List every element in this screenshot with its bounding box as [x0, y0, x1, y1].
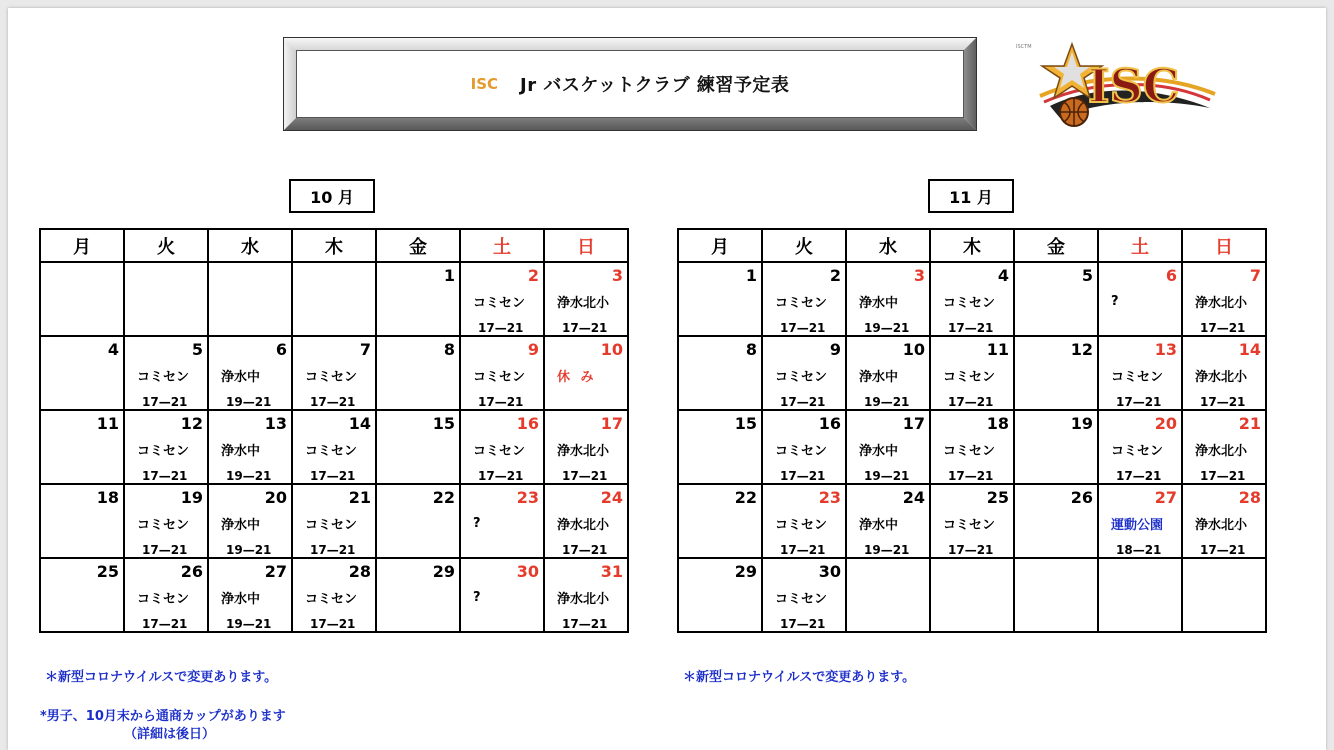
logo-tiny-text: ISCTM [1016, 44, 1032, 50]
day-place [40, 435, 124, 463]
day-place: ? [460, 583, 544, 611]
day-time [846, 611, 930, 632]
day-time: 19—21 [208, 463, 292, 484]
day-number: 6 [208, 336, 292, 361]
weekday-sat: 土 [460, 229, 544, 262]
day-place [678, 361, 762, 389]
day-place [678, 287, 762, 315]
day-number: 2 [460, 262, 544, 287]
week-2-times-row [40, 389, 628, 410]
day-time [1014, 463, 1098, 484]
day-place: 浄水北小 [544, 509, 628, 537]
week-3-places-row [678, 435, 1266, 463]
day-time: 17—21 [292, 463, 376, 484]
weekday-fri: 金 [376, 229, 460, 262]
day-time: 17—21 [1098, 389, 1182, 410]
day-place: コミセン [762, 361, 846, 389]
day-number: 12 [124, 410, 208, 435]
day-number: 1 [678, 262, 762, 287]
week-5-days-row [678, 558, 1266, 583]
day-time [1014, 315, 1098, 336]
day-time: 17—21 [544, 463, 628, 484]
day-number: 19 [124, 484, 208, 509]
day-place: コミセン [762, 287, 846, 315]
day-time: 17—21 [930, 389, 1014, 410]
day-place [40, 509, 124, 537]
week-3-places-row [40, 435, 628, 463]
day-place [846, 583, 930, 611]
day-place [208, 287, 292, 315]
day-time [1014, 611, 1098, 632]
day-number: 29 [678, 558, 762, 583]
day-time [930, 611, 1014, 632]
day-number: 20 [208, 484, 292, 509]
weekday-sun: 日 [544, 229, 628, 262]
november-calendar [677, 228, 1267, 633]
day-number [208, 262, 292, 287]
week-4-times-row [40, 537, 628, 558]
day-time: 19—21 [208, 537, 292, 558]
day-time [40, 315, 124, 336]
day-number: 16 [460, 410, 544, 435]
day-time [460, 611, 544, 632]
day-time [678, 463, 762, 484]
day-number [846, 558, 930, 583]
day-place [40, 361, 124, 389]
day-number: 3 [846, 262, 930, 287]
day-place: コミセン [1098, 435, 1182, 463]
day-number: 30 [460, 558, 544, 583]
day-place [678, 509, 762, 537]
day-number [1014, 558, 1098, 583]
day-number: 14 [1182, 336, 1266, 361]
day-time [292, 315, 376, 336]
weekday-fri: 金 [1014, 229, 1098, 262]
weekday-thu: 木 [930, 229, 1014, 262]
day-number: 24 [846, 484, 930, 509]
day-number: 18 [930, 410, 1014, 435]
day-time [40, 389, 124, 410]
day-place: コミセン [762, 583, 846, 611]
week-1-days-row [40, 262, 628, 287]
day-number: 18 [40, 484, 124, 509]
day-time: 17—21 [762, 315, 846, 336]
weekday-wed: 水 [208, 229, 292, 262]
day-number: 17 [544, 410, 628, 435]
day-time [678, 389, 762, 410]
day-number: 17 [846, 410, 930, 435]
day-number: 29 [376, 558, 460, 583]
day-number: 4 [930, 262, 1014, 287]
day-place [124, 287, 208, 315]
day-place: 浄水中 [208, 435, 292, 463]
day-time [124, 315, 208, 336]
day-time [376, 315, 460, 336]
weekday-sat: 土 [1098, 229, 1182, 262]
weekday-thu: 木 [292, 229, 376, 262]
week-2-days-row [40, 336, 628, 361]
day-number: 12 [1014, 336, 1098, 361]
day-place: コミセン [460, 435, 544, 463]
day-place: コミセン [124, 583, 208, 611]
day-number: 26 [1014, 484, 1098, 509]
day-place: コミセン [930, 509, 1014, 537]
page-title: Jr バスケットクラブ 練習予定表 [520, 75, 790, 96]
day-number: 9 [762, 336, 846, 361]
week-2-times-row [678, 389, 1266, 410]
day-number: 13 [208, 410, 292, 435]
day-number: 31 [544, 558, 628, 583]
day-number: 4 [40, 336, 124, 361]
day-place: 運動公園 [1098, 509, 1182, 537]
day-place: コミセン [930, 361, 1014, 389]
day-time [376, 537, 460, 558]
day-place: 浄水中 [208, 583, 292, 611]
day-place: ? [1098, 287, 1182, 315]
day-time: 17—21 [762, 389, 846, 410]
day-number: 1 [376, 262, 460, 287]
day-place: コミセン [930, 435, 1014, 463]
day-place: 浄水中 [846, 509, 930, 537]
day-place: コミセン [930, 287, 1014, 315]
day-number: 26 [124, 558, 208, 583]
week-5-days-row [40, 558, 628, 583]
day-place: 浄水北小 [1182, 361, 1266, 389]
day-time: 17—21 [124, 463, 208, 484]
day-time: 17—21 [1182, 463, 1266, 484]
day-place [376, 435, 460, 463]
day-number [40, 262, 124, 287]
day-number: 27 [1098, 484, 1182, 509]
day-place [1014, 435, 1098, 463]
day-time [678, 611, 762, 632]
day-number: 30 [762, 558, 846, 583]
day-time: 17—21 [1182, 315, 1266, 336]
day-number: 7 [1182, 262, 1266, 287]
october-calendar [39, 228, 629, 633]
day-time [40, 463, 124, 484]
day-number [292, 262, 376, 287]
october-note-covid: ＊新型コロナウイルスで変更あります。 [45, 670, 278, 685]
week-1-places-row [40, 287, 628, 315]
day-number: 11 [930, 336, 1014, 361]
day-time [678, 537, 762, 558]
week-5-places-row [40, 583, 628, 611]
day-place: 浄水中 [846, 287, 930, 315]
day-number: 25 [930, 484, 1014, 509]
day-place: 浄水中 [846, 361, 930, 389]
day-place: コミセン [1098, 361, 1182, 389]
day-place [930, 583, 1014, 611]
day-number: 5 [1014, 262, 1098, 287]
day-time: 18—21 [1098, 537, 1182, 558]
day-place: コミセン [292, 583, 376, 611]
day-place: コミセン [762, 509, 846, 537]
day-place [678, 435, 762, 463]
day-time: 17—21 [460, 315, 544, 336]
day-place: 休 み [544, 361, 628, 389]
day-time: 17—21 [124, 611, 208, 632]
day-time [1014, 389, 1098, 410]
day-number: 9 [460, 336, 544, 361]
november-label: 11 月 [928, 179, 1014, 213]
day-time [678, 315, 762, 336]
weekday-header [678, 229, 1266, 262]
day-time [208, 315, 292, 336]
logo-letters: ISC [1088, 59, 1180, 113]
week-2-places-row [678, 361, 1266, 389]
weekday-mon: 月 [40, 229, 124, 262]
week-3-days-row [40, 410, 628, 435]
week-3-days-row [678, 410, 1266, 435]
day-place [40, 287, 124, 315]
weekday-sun: 日 [1182, 229, 1266, 262]
weekday-header [40, 229, 628, 262]
day-number: 22 [678, 484, 762, 509]
day-number: 6 [1098, 262, 1182, 287]
day-time [376, 611, 460, 632]
day-time [1182, 611, 1266, 632]
day-number: 28 [292, 558, 376, 583]
day-place: 浄水中 [846, 435, 930, 463]
day-time: 17—21 [124, 389, 208, 410]
day-number: 8 [678, 336, 762, 361]
day-number: 23 [460, 484, 544, 509]
day-time: 17—21 [460, 463, 544, 484]
day-time: 17—21 [544, 611, 628, 632]
week-4-days-row [40, 484, 628, 509]
day-place [292, 287, 376, 315]
week-5-times-row [40, 611, 628, 632]
day-time [1098, 315, 1182, 336]
day-place: ? [460, 509, 544, 537]
day-place [376, 509, 460, 537]
day-time: 19—21 [846, 389, 930, 410]
day-number: 5 [124, 336, 208, 361]
day-number: 13 [1098, 336, 1182, 361]
day-place: 浄水中 [208, 361, 292, 389]
isc-logo [1010, 36, 1220, 132]
day-number: 27 [208, 558, 292, 583]
day-number [1182, 558, 1266, 583]
day-time: 17—21 [762, 611, 846, 632]
week-4-days-row [678, 484, 1266, 509]
week-4-places-row [40, 509, 628, 537]
day-place [40, 583, 124, 611]
weekday-wed: 水 [846, 229, 930, 262]
day-time: 19—21 [846, 463, 930, 484]
day-number [124, 262, 208, 287]
day-time [1014, 537, 1098, 558]
day-number: 8 [376, 336, 460, 361]
day-place: 浄水中 [208, 509, 292, 537]
day-number: 2 [762, 262, 846, 287]
week-3-times-row [40, 463, 628, 484]
day-number [930, 558, 1014, 583]
day-time: 17—21 [544, 537, 628, 558]
day-number: 23 [762, 484, 846, 509]
day-number: 10 [544, 336, 628, 361]
day-number [1098, 558, 1182, 583]
day-time [460, 537, 544, 558]
day-number: 15 [376, 410, 460, 435]
weekday-tue: 火 [762, 229, 846, 262]
november-note-covid: ＊新型コロナウイルスで変更あります。 [683, 670, 916, 685]
day-time [40, 611, 124, 632]
day-time: 17—21 [292, 611, 376, 632]
day-time: 17—21 [124, 537, 208, 558]
day-place: 浄水北小 [544, 435, 628, 463]
day-number: 16 [762, 410, 846, 435]
day-number: 7 [292, 336, 376, 361]
day-time: 19—21 [208, 389, 292, 410]
day-time: 19—21 [846, 537, 930, 558]
weekday-tue: 火 [124, 229, 208, 262]
day-place: 浄水北小 [1182, 435, 1266, 463]
day-number: 3 [544, 262, 628, 287]
day-place: コミセン [292, 435, 376, 463]
day-time [1098, 611, 1182, 632]
day-place [1014, 583, 1098, 611]
day-number: 21 [1182, 410, 1266, 435]
day-number: 19 [1014, 410, 1098, 435]
day-place: 浄水北小 [544, 287, 628, 315]
day-place: コミセン [292, 509, 376, 537]
october-note-boys: *男子、10月末から通商カップがあります [40, 709, 286, 724]
day-number: 21 [292, 484, 376, 509]
day-place: 浄水北小 [1182, 287, 1266, 315]
day-time: 17—21 [930, 463, 1014, 484]
day-place [1014, 361, 1098, 389]
day-time: 17—21 [1098, 463, 1182, 484]
day-place: 浄水北小 [1182, 509, 1266, 537]
week-1-places-row [678, 287, 1266, 315]
week-1-times-row [678, 315, 1266, 336]
week-2-days-row [678, 336, 1266, 361]
title-isc: ISC [470, 75, 499, 93]
day-time: 19—21 [846, 315, 930, 336]
day-number: 20 [1098, 410, 1182, 435]
day-time [544, 389, 628, 410]
day-place [678, 583, 762, 611]
day-time: 17—21 [762, 537, 846, 558]
day-place: コミセン [124, 435, 208, 463]
week-4-places-row [678, 509, 1266, 537]
day-time: 17—21 [1182, 537, 1266, 558]
day-place [1014, 287, 1098, 315]
day-place: コミセン [460, 287, 544, 315]
day-time: 17—21 [930, 315, 1014, 336]
day-time: 17—21 [544, 315, 628, 336]
day-place: コミセン [292, 361, 376, 389]
week-2-places-row [40, 361, 628, 389]
weekday-mon: 月 [678, 229, 762, 262]
day-time: 17—21 [292, 537, 376, 558]
week-5-places-row [678, 583, 1266, 611]
day-place [376, 287, 460, 315]
week-1-times-row [40, 315, 628, 336]
day-place [376, 361, 460, 389]
day-place [1098, 583, 1182, 611]
day-place: コミセン [762, 435, 846, 463]
day-time: 17—21 [292, 389, 376, 410]
october-label: 10 月 [289, 179, 375, 213]
day-place: コミセン [460, 361, 544, 389]
week-4-times-row [678, 537, 1266, 558]
week-3-times-row [678, 463, 1266, 484]
day-time [40, 537, 124, 558]
day-place: 浄水北小 [544, 583, 628, 611]
day-place: コミセン [124, 361, 208, 389]
day-number: 14 [292, 410, 376, 435]
day-time: 17—21 [762, 463, 846, 484]
week-5-times-row [678, 611, 1266, 632]
day-number: 28 [1182, 484, 1266, 509]
day-place [1014, 509, 1098, 537]
day-number: 24 [544, 484, 628, 509]
october-note-details: （詳細は後日） [124, 727, 216, 742]
day-number: 10 [846, 336, 930, 361]
day-number: 25 [40, 558, 124, 583]
day-time: 17—21 [460, 389, 544, 410]
day-number: 11 [40, 410, 124, 435]
day-time: 17—21 [930, 537, 1014, 558]
day-place [1182, 583, 1266, 611]
title-plaque [283, 37, 977, 131]
day-place: コミセン [124, 509, 208, 537]
day-place [376, 583, 460, 611]
day-time [376, 389, 460, 410]
day-time: 17—21 [1182, 389, 1266, 410]
day-time [376, 463, 460, 484]
day-time: 19—21 [208, 611, 292, 632]
day-number: 15 [678, 410, 762, 435]
day-number: 22 [376, 484, 460, 509]
week-1-days-row [678, 262, 1266, 287]
